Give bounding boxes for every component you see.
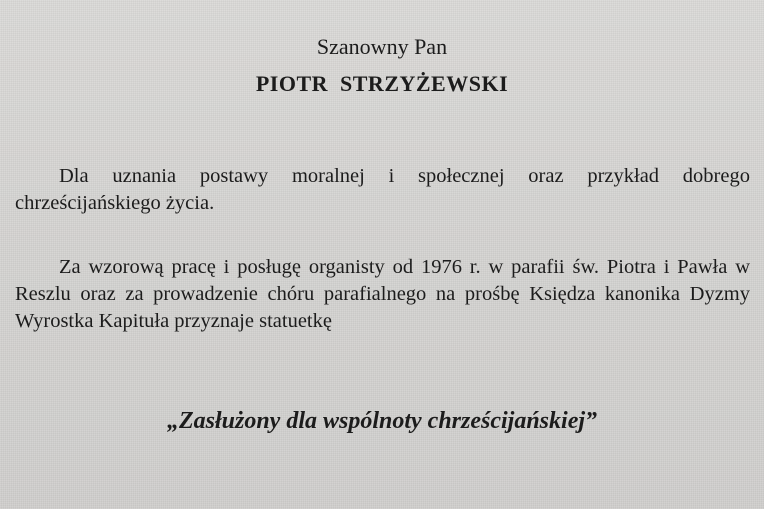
salutation: Szanowny Pan (316, 34, 448, 59)
paragraph-merits: Za wzorową pracę i posługę organisty od 1976 r. w parafii św. Piotra i Pawła w Reszlu oraz za prowadzenie chóru parafialnego na prośbę Księdza kanonika Dyzmy Wyrostka Kapituła przyznaje statuetkę (15, 256, 750, 332)
recipient-name: PIOTR STRZYŻEWSKI (255, 71, 509, 96)
paragraph-recognition: Dla uznania postawy moralnej i społecznej oraz przykład dobrego chrześcijańskiego życia. (15, 165, 750, 214)
award-title: „Zasłużony dla wspólnoty chrześcijańskiej” (166, 408, 598, 434)
